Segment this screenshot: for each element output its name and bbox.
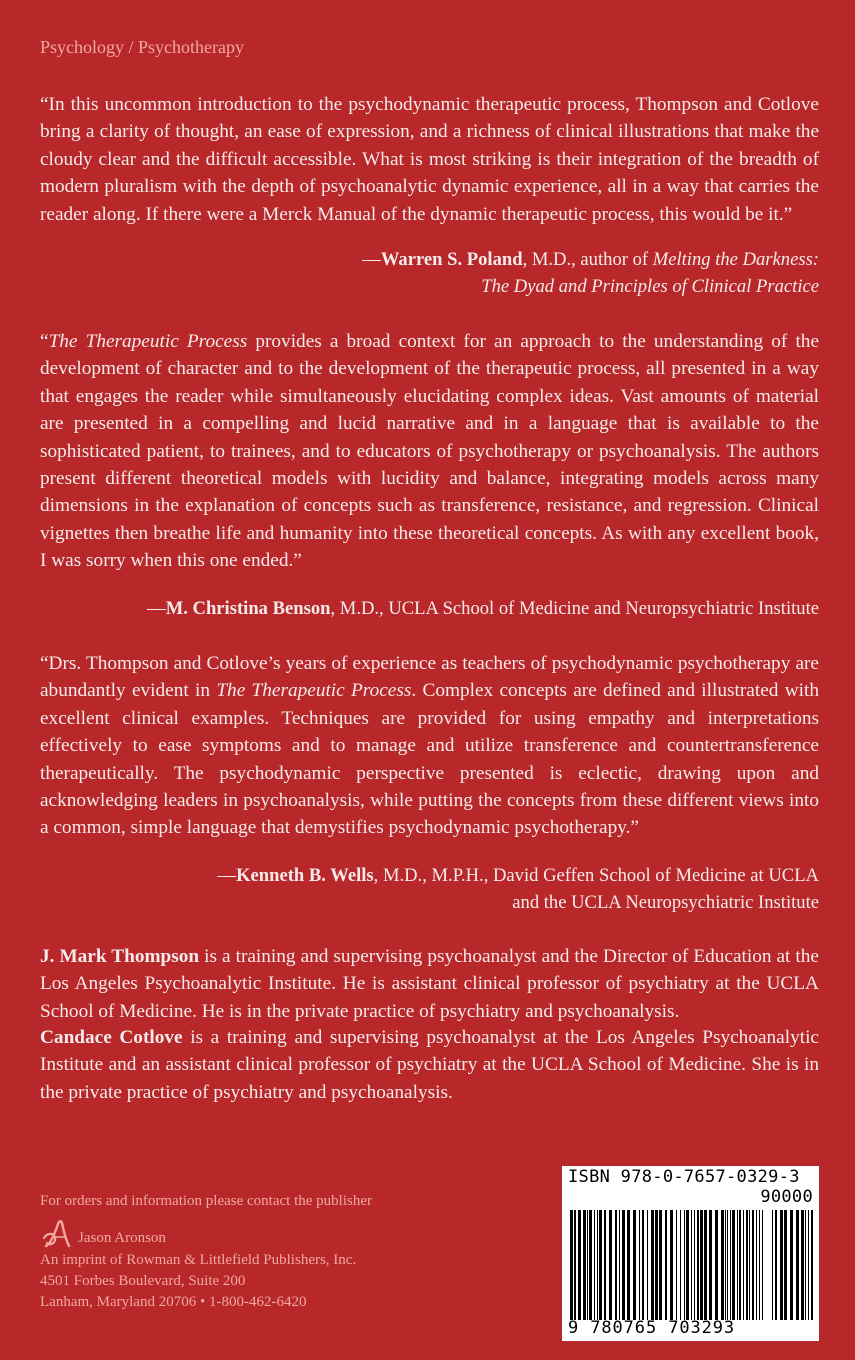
- quote-3-credentials: , M.D., M.P.H., David Geffen School of Medicine at UCLA: [373, 865, 819, 886]
- quote-3-attribution: [59, 862, 819, 917]
- barcode-bar: [700, 1210, 703, 1320]
- barcode-bar: [659, 1210, 662, 1320]
- barcode-bar: [743, 1210, 744, 1320]
- barcode-bar: [697, 1210, 699, 1320]
- publisher-imprint: Jason Aronson: [78, 1230, 166, 1246]
- barcode-bar: [599, 1210, 602, 1320]
- quote-1-book-title: Melting the Darkness:: [652, 249, 819, 270]
- barcode-bar: [752, 1210, 754, 1320]
- jason-aronson-logo-icon: [42, 1216, 72, 1250]
- barcode-bar: [801, 1210, 804, 1320]
- barcode-bar: [578, 1210, 581, 1320]
- barcode-bar: [759, 1210, 760, 1320]
- barcode-bar: [633, 1210, 636, 1320]
- barcode-bar: [784, 1210, 787, 1320]
- barcode-bar: [805, 1210, 806, 1320]
- publisher-parent: An imprint of Rowman & Littlefield Publishers, Inc.: [40, 1252, 357, 1268]
- barcode-bar: [627, 1210, 630, 1320]
- quote-1-text: “In this uncommon introduction to the psychodynamic therapeutic process, Thompson and Cotlove bring a clarity of thought, an ease of expression, and a richness of clinical illustrations that make the cloudy clear and the difficult accessible. What is most striking is their integration of the breadth of modern pluralism with the depth of psychoanalytic dynamic experience, all in a way that carries the reader along. If there were a Merck Manual of the dynamic therapeutic process, this would be it.”: [40, 94, 819, 225]
- barcode-digits: 9 780765 703293: [568, 1318, 736, 1338]
- quote-3-body-start: “Drs. Thompson and Cotlove’s years of experience as teachers of psychodynamic psychotherapy are abundantly evident in: [40, 653, 819, 702]
- barcode-bar: [583, 1210, 586, 1320]
- quote-1-credentials: , M.D., author of: [522, 249, 653, 270]
- barcode-bar: [727, 1210, 728, 1320]
- barcode-bar: [670, 1210, 673, 1320]
- barcode-bar: [732, 1210, 735, 1320]
- barcode-bar: [756, 1210, 757, 1320]
- quote-2-credentials: , M.D., UCLA School of Medicine and Neuropsychiatric Institute: [330, 598, 819, 619]
- barcode-bar: [721, 1210, 724, 1320]
- barcode-bar: [709, 1210, 712, 1320]
- author-bio-thompson: [40, 943, 819, 1025]
- quote-3-body-end: . Complex concepts are defined and illustrated with excellent clinical examples. Techniques are provided for using empathy and interpretations effectively to ease symptoms and to manage and utilize transference and countertransference therapeutically. The psychodynamic perspective presented is eclectic, drawing upon and acknowledging leaders in psychoanalysis, while putting the concepts from these different views into a common, simple language that demystifies psychodynamic psychotherapy.”: [40, 680, 819, 839]
- barcode-bar: [746, 1210, 748, 1320]
- publisher-info: [40, 1191, 372, 1313]
- quote-2-text: [40, 328, 819, 575]
- barcode-bar: [775, 1210, 777, 1320]
- barcode-bar: [597, 1210, 598, 1320]
- price-code: 90000: [760, 1187, 813, 1207]
- barcode-bar: [811, 1210, 813, 1320]
- quote-3-credentials-2: and the UCLA Neuropsychiatric Institute: [512, 892, 819, 914]
- quote-2-title: The Therapeutic Process: [48, 331, 248, 352]
- barcode-bar: [676, 1210, 677, 1320]
- author-bio-cotlove: [40, 1024, 819, 1106]
- quote-1-author: Warren S. Poland: [380, 249, 523, 270]
- barcode-bar: [647, 1210, 648, 1320]
- publisher-contact: For orders and information please contact the publisher: [40, 1193, 372, 1209]
- barcode-bar: [639, 1210, 640, 1320]
- barcode-bar: [574, 1210, 576, 1320]
- barcode-bar: [622, 1210, 625, 1320]
- publisher-address-2: Lanham, Maryland 20706 • 1-800-462-6420: [40, 1294, 307, 1310]
- barcode-bar: [570, 1210, 573, 1320]
- barcode-bar: [694, 1210, 695, 1320]
- quote-1-dash: —: [362, 249, 381, 270]
- bio-2-text: is a training and supervising psychoanalyst at the Los Angeles Psychoanalytic Institute and an assistant clinical professor of psychiatry at the UCLA School of Medicine. She is in the private practice of psychiatry and psychoanalysis.: [40, 1027, 819, 1103]
- isbn-number: ISBN 978-0-7657-0329-3: [568, 1167, 800, 1187]
- quote-2-body: provides a broad context for an approach to the understanding of the development of character and to the development of the therapeutic process, all presented in a way that engages the reader while simultaneously elucidating complex ideas. Vast amounts of material are presented in a compelling and lucid narrative and in a language that is available to the sophisticated patient, to trainees, and to educators of psychotherapy or psychoanalysis. The authors present different theoretical models with lucidity and balance, integrating models across many dimensions in the explanation of concepts such as transference, resistance, and regression. Clinical vignettes then breathe life and humanity into these theoretical concepts. As with any excellent book, I was sorry when this one ended.”: [40, 331, 819, 572]
- bio-2-name: Candace Cotlove: [40, 1027, 183, 1048]
- barcode-bars-main: [570, 1210, 766, 1320]
- barcode-bar: [684, 1210, 685, 1320]
- barcode-bar: [615, 1210, 617, 1320]
- barcode-bar: [772, 1210, 773, 1320]
- barcode-bar: [796, 1210, 799, 1320]
- quote-1-attribution: [59, 246, 819, 301]
- publisher-address-1: 4501 Forbes Boulevard, Suite 200: [40, 1273, 246, 1289]
- barcode-bar: [665, 1210, 667, 1320]
- quote-3-author: Kenneth B. Wells: [236, 865, 374, 886]
- barcode-bar: [619, 1210, 620, 1320]
- barcode-bar: [604, 1210, 606, 1320]
- barcode-bar: [686, 1210, 689, 1320]
- barcode-bar: [704, 1210, 707, 1320]
- barcode-bar: [651, 1210, 654, 1320]
- quote-1-book-subtitle: The Dyad and Principles of Clinical Practice: [481, 276, 819, 298]
- barcode-bar: [589, 1210, 592, 1320]
- barcode-bar: [587, 1210, 588, 1320]
- barcode-bar: [737, 1210, 738, 1320]
- barcode-bar: [749, 1210, 750, 1320]
- barcode-bar: [808, 1210, 809, 1320]
- barcode-bar: [691, 1210, 692, 1320]
- category-label: Psychology / Psychotherapy: [40, 37, 244, 57]
- quote-2-open-mark: “: [40, 331, 49, 352]
- bio-1-text: is a training and supervising psychoanalyst and the Director of Education at the Los Angeles Psychoanalytic Institute. He is assistant clinical professor of psychiatry at the UCLA School of Medicine. He is in the private practice of psychiatry and psychoanalysis.: [40, 946, 819, 1022]
- barcode-bar: [655, 1210, 658, 1320]
- barcode-bar: [715, 1210, 718, 1320]
- barcode-bar: [762, 1210, 763, 1320]
- barcode-bar: [780, 1210, 783, 1320]
- quote-2-attribution: [59, 595, 819, 622]
- quote-2-dash: —: [147, 598, 166, 619]
- barcode-bar: [730, 1210, 731, 1320]
- bio-1-name: J. Mark Thompson: [40, 946, 200, 967]
- barcode-bars-addon: [772, 1210, 814, 1320]
- quote-3-title: The Therapeutic Process: [216, 680, 412, 702]
- barcode-bar: [642, 1210, 644, 1320]
- quote-3-text: [40, 650, 819, 842]
- barcode-bar: [739, 1210, 741, 1320]
- barcode-bar: [609, 1210, 612, 1320]
- barcode-bar: [790, 1210, 793, 1320]
- barcode-bar: [680, 1210, 681, 1320]
- barcode-bar: [594, 1210, 595, 1320]
- barcode-bar: [725, 1210, 726, 1320]
- quote-3-dash: —: [217, 865, 237, 886]
- quote-2-author: M. Christina Benson: [165, 598, 331, 619]
- isbn-barcode: [562, 1166, 819, 1341]
